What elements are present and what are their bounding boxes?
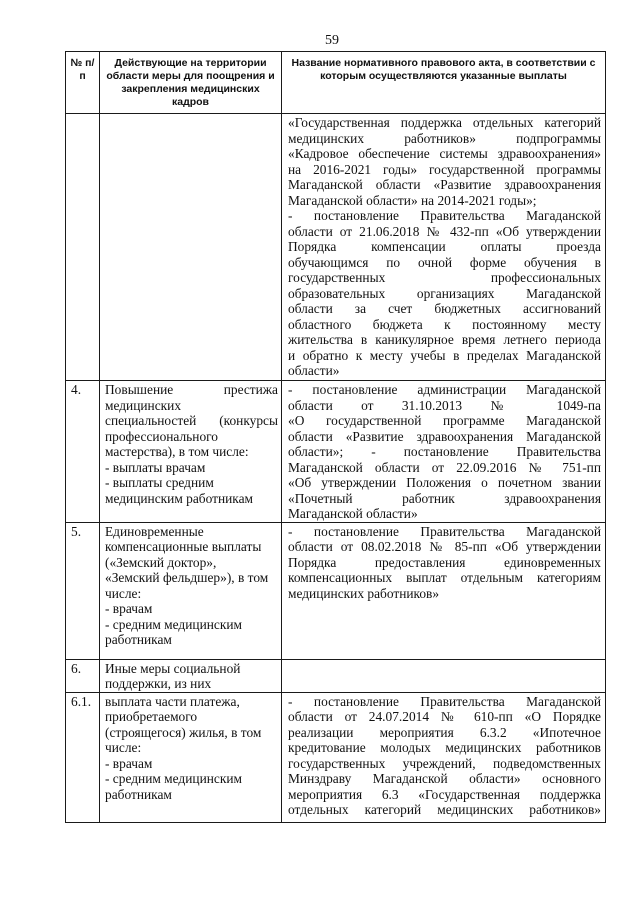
legal-act-line: обучающимся по очной форме обучения в bbox=[288, 254, 601, 270]
legal-act-line: Магаданской области «Развитие здравоохранения bbox=[288, 177, 601, 192]
header-number: № п/п bbox=[66, 52, 100, 114]
legal-act-line: области от 21.06.2018 № 432-пп «Об утверждении bbox=[288, 223, 601, 239]
measure-cell bbox=[100, 522, 282, 659]
legal-act-line: государственных профессиональных bbox=[288, 270, 601, 285]
legal-act-line: реализации мероприятия 6.3.2 «Ипотечное bbox=[288, 724, 601, 740]
measure-cell bbox=[100, 114, 282, 381]
legal-act-line: области от 24.07.2014 № 610-пп «О Порядке bbox=[288, 709, 601, 724]
header-legal-act: Название нормативного правового акта, в соответствии с которым осуществляются указанные выплаты bbox=[282, 52, 606, 114]
legal-act-line: Минздраву Магаданской области» основного bbox=[288, 771, 601, 786]
measure-line: специальностей (конкурсы bbox=[105, 413, 278, 428]
legal-act-line: и обратно к месту учебы в пределах Магаданской bbox=[288, 347, 601, 363]
legal-act-line: Магаданской области» bbox=[288, 506, 418, 521]
legal-act-line: - постановление Правительства Магаданской bbox=[288, 523, 601, 539]
legal-act-line: Магаданской области от 22.09.2016 № 751-пп bbox=[288, 459, 601, 475]
measure-cell bbox=[100, 381, 282, 523]
legal-act-line: - постановление Правительства Магаданской bbox=[288, 208, 601, 223]
measure-line: компенсационные выплаты bbox=[105, 539, 262, 554]
legal-act-cell bbox=[282, 659, 606, 692]
row-number bbox=[66, 114, 100, 381]
measure-line: числе: bbox=[105, 740, 142, 755]
row-number: 6. bbox=[66, 659, 100, 692]
legal-act-line: области» bbox=[288, 363, 340, 378]
measure-line: медицинским работникам bbox=[105, 490, 254, 506]
measure-line: мастерства), в том числе: bbox=[105, 444, 249, 459]
measure-line: (строящегося) жилья, в том bbox=[105, 724, 262, 740]
measure-line: - выплаты средним bbox=[105, 475, 214, 490]
legal-act-cell bbox=[282, 522, 606, 659]
legal-act-line: жительства в каникулярное время летнего периода bbox=[288, 332, 601, 347]
table-row bbox=[66, 381, 606, 523]
legal-act-line: «Почетный работник здравоохранения bbox=[288, 490, 601, 506]
measure-line: числе: bbox=[105, 585, 142, 601]
legal-act-line: области от 08.02.2018 № 85-пп «Об утверждении bbox=[288, 539, 601, 554]
measure-line: медицинских bbox=[105, 397, 182, 413]
legal-act-cell bbox=[282, 114, 606, 381]
legal-act-cell bbox=[282, 381, 606, 523]
measure-line: Единовременные bbox=[105, 523, 204, 539]
measure-line: - средним медицинским bbox=[105, 771, 242, 786]
measure-line: Повышение престижа bbox=[105, 382, 278, 397]
table-row bbox=[66, 692, 606, 822]
measure-line: приобретаемого bbox=[105, 709, 198, 724]
row-number: 6.1. bbox=[66, 692, 100, 822]
legal-act-line: «Государственная поддержка отдельных категорий bbox=[288, 115, 601, 130]
legal-act-line: «Об утверждении Положения о почетном звании bbox=[288, 475, 601, 490]
header-measures: Действующие на территории области меры для поощрения и закрепления медицинских кадров bbox=[100, 52, 282, 114]
measures-table bbox=[65, 51, 606, 823]
legal-act-line: Порядка компенсации оплаты проезда bbox=[288, 239, 601, 254]
table-row bbox=[66, 522, 606, 659]
measure-line: Иные меры социальной bbox=[105, 660, 241, 676]
legal-act-line: области от 31.10.2013 № 1049-па bbox=[288, 397, 601, 413]
legal-act-line: - постановление администрации Магаданской bbox=[288, 382, 601, 397]
legal-act-line: медицинских работников» bbox=[288, 585, 440, 601]
legal-act-line: компенсационных выплат отдельным категориям bbox=[288, 570, 601, 585]
legal-act-line: кредитование молодых медицинских работников bbox=[288, 740, 601, 755]
table-header-row bbox=[66, 52, 606, 114]
page-number: 59 bbox=[325, 33, 339, 48]
measure-line: поддержки, из них bbox=[105, 676, 212, 691]
legal-act-cell bbox=[282, 692, 606, 822]
legal-act-line: области «Развитие здравоохранения Магаданской bbox=[288, 428, 601, 444]
legal-act-line: государственных учреждений, подведомственных bbox=[288, 755, 601, 771]
measure-line: - выплаты врачам bbox=[105, 459, 206, 475]
measure-line: - средним медицинским bbox=[105, 616, 242, 632]
measure-line: работникам bbox=[105, 632, 172, 647]
legal-act-line: областного бюджета к постоянному месту bbox=[288, 316, 601, 332]
measure-line: работникам bbox=[105, 786, 172, 802]
legal-act-line: «Кадровое обеспечение системы здравоохранения» bbox=[288, 146, 601, 161]
row-number: 4. bbox=[66, 381, 100, 523]
row-number: 5. bbox=[66, 522, 100, 659]
legal-act-line: образовательных организациях Магаданской bbox=[288, 285, 601, 301]
legal-act-line: отдельных категорий медицинских работников» bbox=[288, 802, 601, 817]
measure-line: («Земский доктор», bbox=[105, 554, 217, 570]
legal-act-line: медицинских работников» подпрограммы bbox=[288, 130, 601, 146]
measure-cell bbox=[100, 659, 282, 692]
measure-line: профессионального bbox=[105, 428, 218, 444]
measure-cell bbox=[100, 692, 282, 822]
measure-line: выплата части платежа, bbox=[105, 693, 240, 709]
legal-act-line: - постановление Правительства Магаданской bbox=[288, 693, 601, 709]
legal-act-line: области за счет бюджетных ассигнований bbox=[288, 301, 601, 316]
legal-act-line: области»; - постановление Правительства bbox=[288, 444, 601, 459]
legal-act-line: мероприятия 6.3 «Государственная поддержка bbox=[288, 786, 601, 802]
measure-line: «Земский фельдшер»), в том bbox=[105, 570, 269, 585]
measure-line: - врачам bbox=[105, 601, 153, 616]
legal-act-line: Порядка предоставления единовременных bbox=[288, 554, 601, 570]
table-row bbox=[66, 114, 606, 381]
legal-act-line: на 2016-2021 годы» государственной программы bbox=[288, 161, 601, 177]
measure-line: - врачам bbox=[105, 755, 153, 771]
legal-act-line: Магаданской области» на 2014-2021 годы»; bbox=[288, 192, 537, 208]
legal-act-line: «О государственной программе Магаданской bbox=[288, 413, 601, 428]
table-row bbox=[66, 659, 606, 692]
